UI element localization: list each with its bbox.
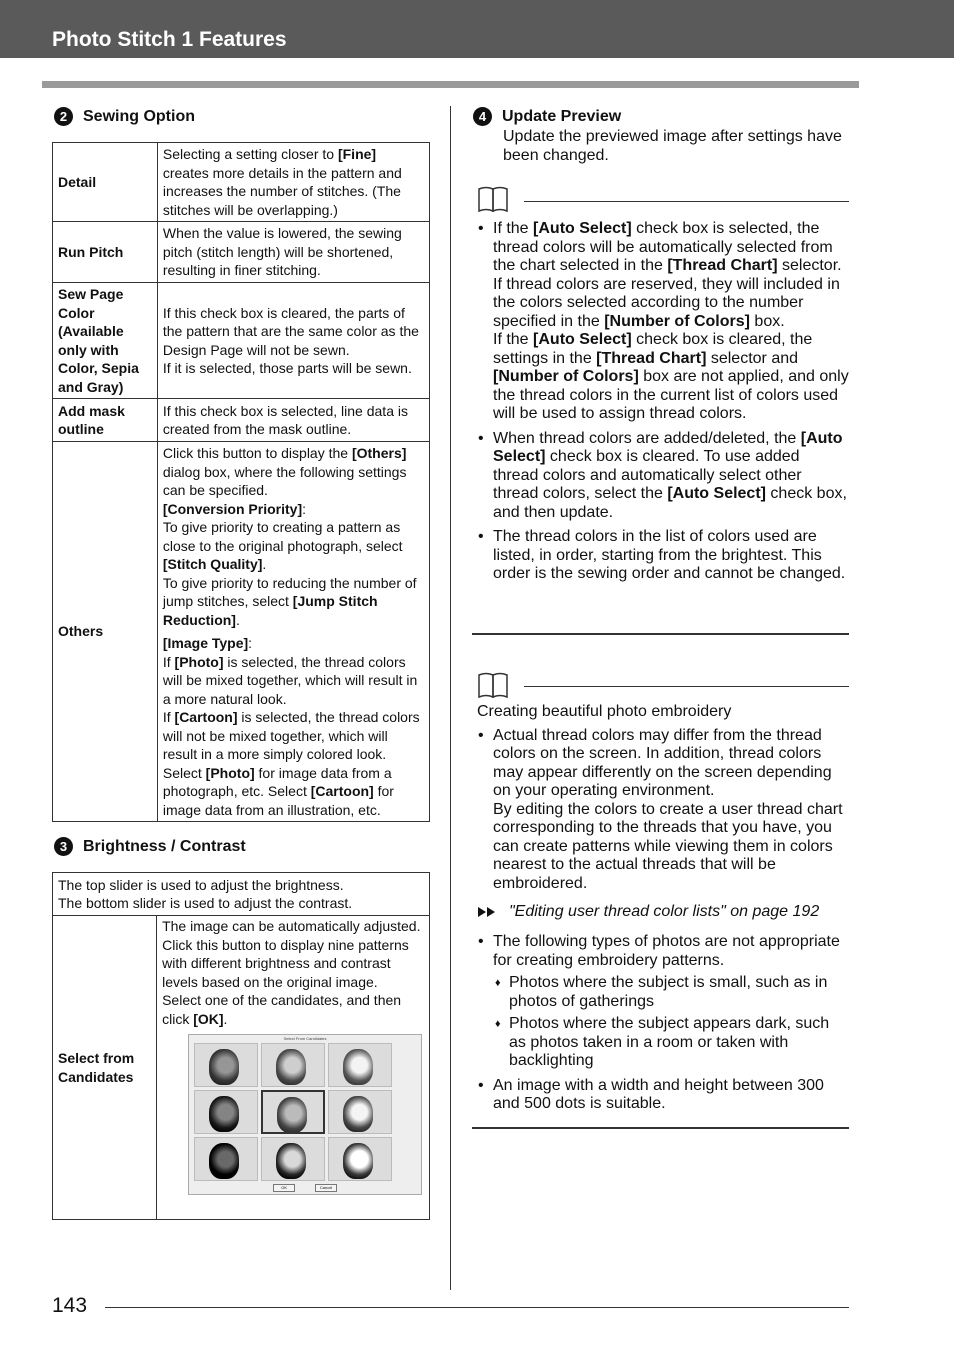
candidates-dialog-screenshot [188,1034,422,1195]
book-icon [477,671,509,699]
candidate-thumbnail [194,1090,258,1134]
cancel-button: Cancel [315,1184,337,1192]
note-end-rule [472,633,849,635]
table-row [53,399,430,442]
sewing-option-heading [54,107,195,126]
sub-list-item: ♦ Photos where the subject is small, such as in photos of gatherings [493,974,849,1011]
candidate-thumbnail [328,1137,392,1181]
row-text: If this check box is cleared, the parts of the pattern that are the same color as the Design Page will not be sewn. If it is selected, those parts will be sewn. [157,283,429,399]
row-text: Selecting a setting closer to [Fine] creates more details in the pattern and increases the number of stitches. (The stitches will be overlapping.) [157,143,429,222]
cross-reference-text: "Editing user thread color lists" on page 192 [509,903,820,920]
list-item: • The following types of photos are not appropriate for creating embroidery patterns. ♦ Photos where the subject is small, such as in photos of gatherings ♦ Photos where the subject appears dark, such as photos taken in a room or taken with backlighting [477,933,849,1071]
row-label: Run Pitch [53,222,158,283]
sewing-option-title: Sewing Option [83,107,195,125]
footer-rule [105,1307,849,1308]
table-row [53,442,430,822]
row-label: Select from Candidates [53,916,157,1220]
row-label: Others [53,442,158,822]
note-rule [524,686,849,687]
brightness-contrast-table [52,872,430,1220]
table-row [53,143,430,222]
note-rule [524,201,849,202]
row-text: Click this button to display the [Others] dialog box, where the following settings can be specified. [Conversion Priority]: To give priority to creating a pattern as close to the original photograph, select [Stitch Quality]. To give priority to reducing the number of jump stitches, select [Jump Stitch Reduction]. [Image Type]: If [Photo] is selected, the thread colors will be mixed together, which will result in a more natural look. If [Cartoon] is selected, the thread colors will not be mixed together, which will result in a more simply colored look. Select [Photo] for image data from a photograph, etc. Select [Cartoon] for image data from an illustration, etc. [157,442,429,822]
brightness-contrast-title: Brightness / Contrast [83,837,246,855]
candidate-thumbnail-selected [261,1090,325,1134]
header-rule [42,81,859,88]
note-2-bottom [477,933,849,1120]
double-arrow-icon [477,906,497,918]
candidate-thumbnail [194,1043,258,1087]
candidate-thumbnail [261,1043,325,1087]
list-item: • The thread colors in the list of colors used are listed, in order, starting from the brightest. This order is the sewing order and cannot be changed. [477,528,849,584]
note-2-list [477,727,849,894]
note-1 [477,220,849,590]
note-end-rule [472,1127,849,1129]
list-item: • An image with a width and height between 300 and 500 dots is suitable. [477,1077,849,1114]
header-title: Photo Stitch 1 Features [52,28,287,51]
row-text: When the value is lowered, the sewing pitch (stitch length) will be shortened, resulting in finer stitching. [157,222,429,283]
brightness-contrast-heading [54,837,246,856]
candidate-thumbnail [328,1043,392,1087]
dialog-title: Select From Candidates [283,1036,327,1041]
sub-list [493,974,849,1071]
list-item: • If the [Auto Select] check box is selected, the thread colors will be automatically selected from the chart selected in the [Thread Chart] selector. If thread colors are reserved, they will included in the colors selected according to the number specified in the [Number of Colors] box. If the [Auto Select] check box is cleared, the settings in the [Thread Chart] selector and [Number of Colors] box are not applied, and only the thread colors in the current list of colors used will be used to assign thread colors. [477,220,849,424]
row-text: If this check box is selected, line data is created from the mask outline. [157,399,429,442]
note-2-heading: Creating beautiful photo embroidery [477,703,732,720]
table-row [53,222,430,283]
note-2-top [477,703,849,899]
update-preview-desc: Update the previewed image after settings have been changed. [503,128,842,164]
step-badge: 4 [473,107,492,126]
column-divider [450,106,451,1290]
update-preview-heading [473,107,621,126]
list-item: • When thread colors are added/deleted, the [Auto Select] check box is cleared. To use added thread colors and automatically select other thread colors, select the [Auto Select] check box, and then update. [477,430,849,523]
book-icon [477,185,509,213]
candidate-thumbnail [194,1137,258,1181]
cross-reference-link[interactable] [477,903,819,921]
list-item: • Actual thread colors may differ from the thread colors on the screen. In addition, thread colors may appear differently on the screen depending on your operating environment. By editing the colors to create a user thread chart corresponding to the threads that you have, you can create patterns while viewing them in colors nearest to the actual threads that will be embroidered. [477,727,849,894]
page-number: 143 [52,1294,88,1317]
update-preview-title: Update Preview [502,107,622,125]
step-badge: 3 [54,837,73,856]
row-text: The top slider is used to adjust the brightness. The bottom slider is used to adjust the contrast. [53,873,430,916]
candidate-thumbnail [261,1137,325,1181]
table-row [53,873,430,916]
row-label: Detail [53,143,158,222]
dialog-buttons [189,1184,421,1192]
row-text: The image can be automatically adjusted. Click this button to display nine patterns with different brightness and contrast levels based on the original image. Select one of the candidates, and then click [OK]. Select From Candidates OK Cancel [157,916,430,1220]
row-label: Sew Page Color (Available only with Color, Sepia and Gray) [53,283,158,399]
candidate-thumbnail [328,1090,392,1134]
sewing-option-table [52,142,430,822]
note-2-list-2 [477,933,849,1114]
page-header [0,0,954,58]
candidate-grid [194,1043,421,1181]
ok-button: OK [273,1184,295,1192]
step-badge: 2 [54,107,73,126]
sub-list-item: ♦ Photos where the subject appears dark, such as photos taken in a room or taken with backlighting [493,1015,849,1071]
table-row [53,916,430,1220]
note-1-list [477,220,849,584]
row-label: Add mask outline [53,399,158,442]
table-row [53,283,430,399]
